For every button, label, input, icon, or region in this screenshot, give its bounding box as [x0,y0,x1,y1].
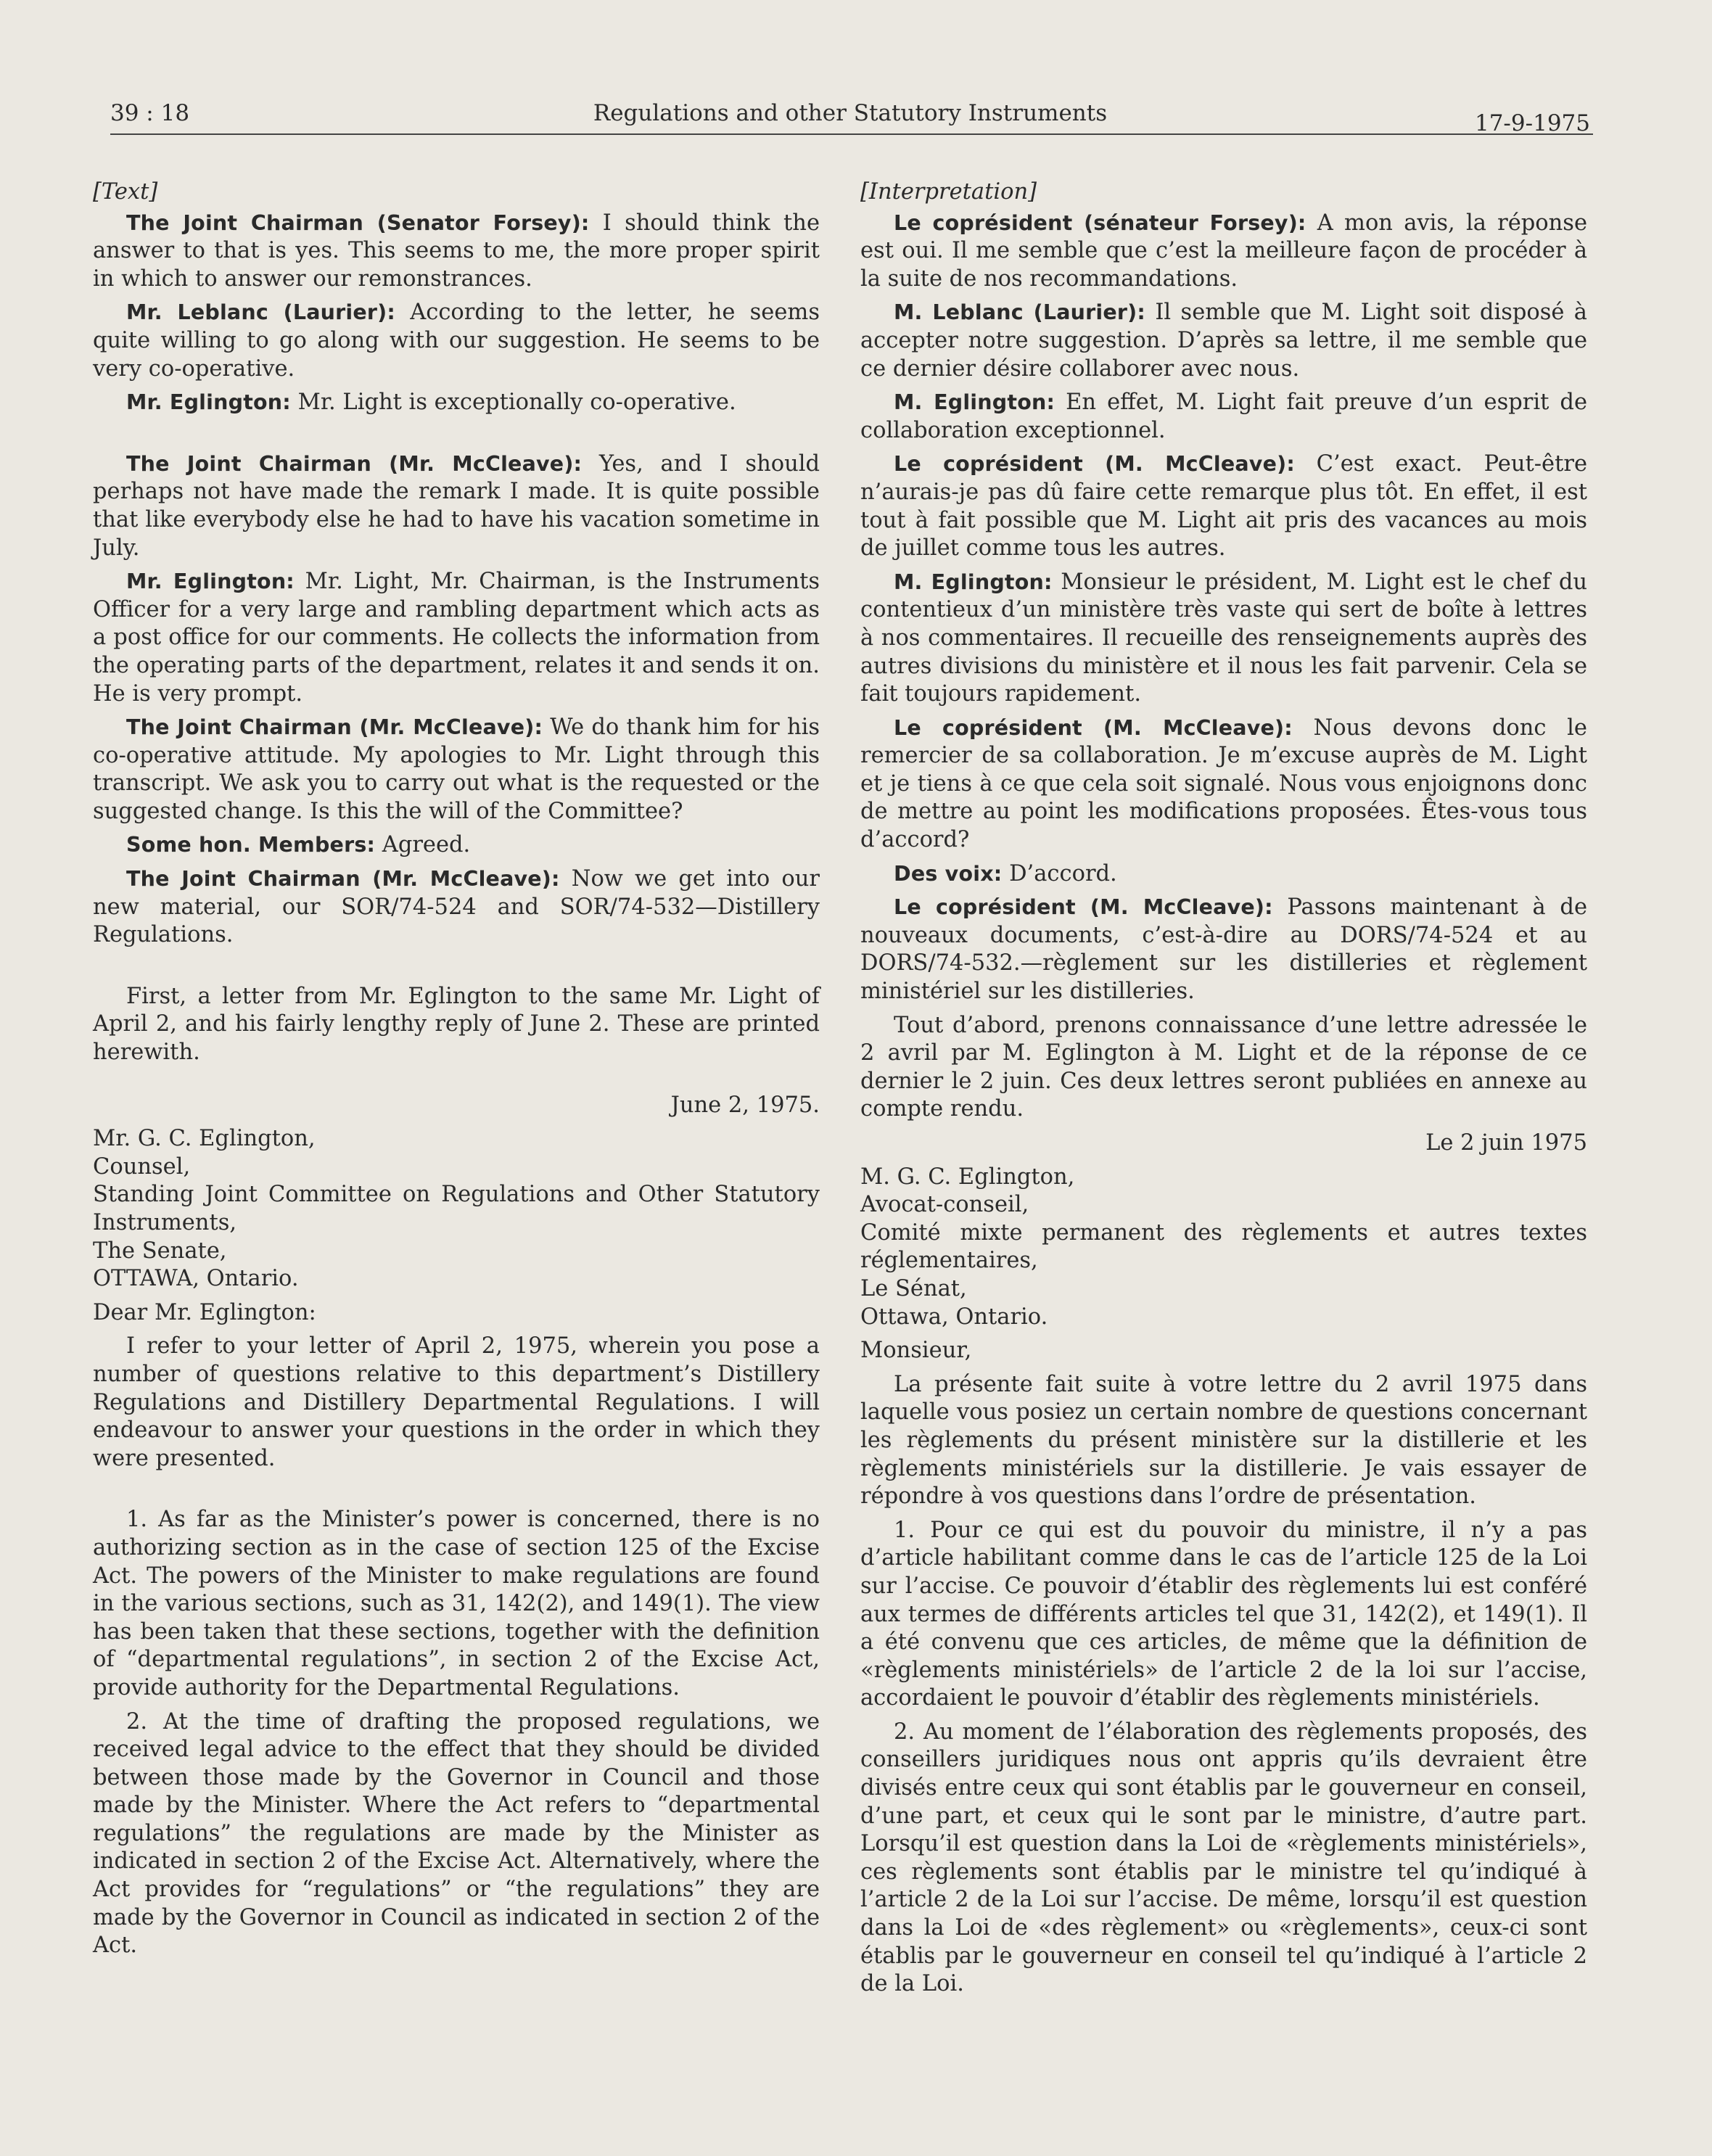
english-column [93,178,820,1966]
letter-paragraph: 1. Pour ce qui est du pouvoir du ministre, il n’y a pas d’article habilitant comme dans le cas de l’article 125 de la Loi sur l’accise. Ce pouvoir d’établir des règlements lui est conféré aux termes de différents articles tel que 31, 142(2), et 149(1). Il a été convenu que ces articles, de même que la définition de «règlements ministériels» de l’article 2 de la loi sur l’accise, accordaient le pouvoir d’établir des règlements ministériels. [860,1517,1587,1711]
french-column [860,178,1587,2004]
speech-paragraph [860,715,1587,855]
speech-text: Passons maintenant à de nouveaux documents, c’est-à-dire au DORS/74-524 et au DORS/74-532.—règlement sur les distilleries et règlement ministériel sur les distilleries. [860,894,1587,1005]
body-paragraph: First, a letter from Mr. Eglington to the same Mr. Light of April 2, and his fairly lengthy reply of June 2. These are printed herewith. [93,983,820,1066]
speaker: The Joint Chairman (Mr. McCleave): [126,451,583,476]
speaker: Le coprésident (M. McCleave): [894,715,1293,740]
speaker: The Joint Chairman (Senator Forsey): [126,210,590,235]
header-rule [110,133,1593,135]
speech-paragraph [93,299,820,383]
speech-text: Agreed. [375,832,471,858]
header-date: 17-9-1975 [1474,110,1590,136]
speaker: Mr. Eglington: [126,390,291,415]
speech-text: Yes, and I should perhaps not have made the remark I made. It is quite possible that like everybody else he had to have his vacation sometime in July. [93,450,820,561]
address-line: Le Sénat, [860,1275,967,1301]
speech-paragraph [93,714,820,826]
speaker: M. Eglington: [894,569,1053,594]
address-line: M. G. C. Eglington, [860,1164,1075,1190]
address-line: Mr. G. C. Eglington, [93,1126,316,1152]
speaker: M. Leblanc (Laurier): [894,300,1145,325]
speaker: Le coprésident (M. McCleave): [894,895,1273,920]
speaker: Des voix: [894,861,1003,886]
section-tag-interpretation: [Interpretation] [860,179,1037,205]
letter-salutation: Monsieur, [860,1338,972,1364]
page-number: 39 : 18 [110,100,190,126]
body-paragraph: Tout d’abord, prenons connaissance d’une lettre adressée le 2 avril par M. Eglington à M. Light et de la réponse de ce dernier le 2 juin. Ces deux lettres seront publiées en annexe au compte rendu. [860,1012,1587,1122]
speech-text: En effet, M. Light fait preuve d’un esprit de collaboration exceptionnel. [860,390,1587,443]
address-line: The Senate, [93,1238,227,1264]
address-line: Ottawa, Ontario. [860,1304,1048,1330]
speech-paragraph [93,210,820,294]
speech-text: Monsieur le président, M. Light est le chef du contentieux d’un ministère très vaste qui sert de boîte à lettres à nos commentaires. Il recueille des renseignements auprès des autres divisions du ministère et il nous les fait parvenir. Cela se fait toujours rapidement. [860,569,1587,707]
letter-paragraph: 1. As far as the Minister’s power is concerned, there is no authorizing section as in the case of section 125 of the Excise Act. The powers of the Minister to make regulations are found in the various sections, such as 31, 142(2), and 149(1). The view has been taken that these sections, together with the definition of “departmental regulations”, in section 2 of the Excise Act, provide authority for the Departmental Regulations. [93,1507,820,1700]
letter-salutation: Dear Mr. Eglington: [93,1299,316,1325]
speech-paragraph [860,299,1587,383]
letter-paragraph: 2. Au moment de l’élaboration des règlements proposés, des conseillers juridiques nous ont appris qu’ils devraient être divisés entre ceux qui sont établis par le gouverneur en conseil, d’une part, et ceux qui le sont par le ministre, d’autre part. Lorsqu’il est question dans la Loi de «règlements ministériels», ces règlements sont établis par le ministre tel qu’indiqué à l’article 2 de la Loi sur l’accise. De même, lorsqu’il est question dans la Loi de «des règlement» ou «règlements», ceux-ci sont établis par le gouverneur en conseil tel qu’indiqué à l’article 2 de la Loi. [860,1719,1587,1997]
speech-paragraph [93,450,820,562]
address-line: Counsel, [93,1153,191,1180]
speaker: Mr. Leblanc (Laurier): [126,300,395,325]
speaker: Le coprésident (sénateur Forsey): [894,210,1306,235]
speech-text: A mon avis, la réponse est oui. Il me semble que c’est la meilleure façon de procéder à la suite de nos recommandations. [860,210,1587,292]
speech-text: Mr. Light, Mr. Chairman, is the Instruments Officer for a very large and rambling department which acts as a post office for our comments. He collects the information from the operating parts of the department, relates it and sends it on. He is very prompt. [93,569,820,707]
speaker: The Joint Chairman (Mr. McCleave): [126,715,543,740]
address-line: OTTAWA, Ontario. [93,1266,299,1292]
speech-paragraph [93,568,820,708]
speaker: Mr. Eglington: [126,569,295,594]
speech-text: Mr. Light is exceptionally co-operative. [290,390,736,416]
speech-text: Now we get into our new material, our SOR/74-524 and SOR/74-532—Distillery Regulations. [93,866,820,948]
letter-paragraph: I refer to your letter of April 2, 1975, wherein you pose a number of questions relative to this department’s Distillery Regulations and Distillery Departmental Regulations. I will endeavour to answer your questions in the order in which they were presented. [93,1333,820,1471]
letter-date: Le 2 juin 1975 [1425,1130,1587,1156]
speech-text: C’est exact. Peut-être n’aurais-je pas dû faire cette remarque plus tôt. En effet, il est tout à fait possible que M. Light ait pris des vacances au mois de juillet comme tous les autres. [860,451,1587,561]
speaker: Some hon. Members: [126,833,376,857]
speech-text: We do thank him for his co-operative attitude. My apologies to Mr. Light through this transcript. We ask you to carry out what is the requested or the suggested change. Is this the will of the Committee? [93,715,820,824]
speech-text: According to the letter, he seems quite willing to go along with our suggestion. He seems to be very co-operative. [93,300,820,382]
speech-paragraph [860,894,1587,1005]
speaker: The Joint Chairman (Mr. McCleave): [126,867,560,892]
letter-date: June 2, 1975. [670,1092,820,1118]
speech-paragraph [860,389,1587,445]
speech-text: I should think the answer to that is yes. This seems to me, the more proper spirit in which to answer our remonstrances. [93,210,820,292]
speech-paragraph [860,210,1587,294]
section-tag-text: [Text] [93,179,158,205]
address-line: Avocat-conseil, [860,1192,1029,1218]
letter-paragraph: 2. At the time of drafting the proposed regulations, we received legal advice to the effect that they should be divided between those made by the Governor in Council and those made by the Minister. Where the Act refers to “departmental regulations” the regulations are made by the Minister as indicated in section 2 of the Excise Act. Alternatively, where the Act provides for “regulations” or “the regulations” they are made by the Governor in Council as indicated in section 2 of the Act. [93,1708,820,1959]
running-title: Regulations and other Statutory Instruments [593,100,1108,126]
address-line: Standing Joint Committee on Regulations and Other Statutory Instruments, [93,1182,820,1235]
speech-paragraph [860,860,1587,889]
speech-text: Nous devons donc le remercier de sa collaboration. Je m’excuse auprès de M. Light et je tiens à ce que cela soit signalé. Nous vous enjoignons donc de mettre au point les modifications proposées. Êtes-vous tous d’accord? [860,715,1587,853]
speech-paragraph [93,389,820,417]
speaker: M. Eglington: [894,390,1055,415]
speech-paragraph [93,865,820,950]
speech-text: D’accord. [1002,860,1117,886]
speech-paragraph [93,831,820,860]
speech-text: Il semble que M. Light soit disposé à accepter notre suggestion. D’après sa lettre, il me semble que ce dernier désire collaborer avec nous. [860,300,1587,382]
speaker: Le coprésident (M. McCleave): [894,452,1295,477]
address-line: Comité mixte permanent des règlements et autres textes réglementaires, [860,1219,1587,1274]
page-header [110,100,1590,136]
speech-paragraph [860,450,1587,562]
letter-paragraph: La présente fait suite à votre lettre du 2 avril 1975 dans laquelle vous posiez un certain nombre de questions concernant les règlements du présent ministère sur la distillerie et les règlements ministériels sur la distillerie. Je vais essayer de répondre à vos questions dans l’ordre de présentation. [860,1371,1587,1510]
speech-paragraph [860,569,1587,709]
